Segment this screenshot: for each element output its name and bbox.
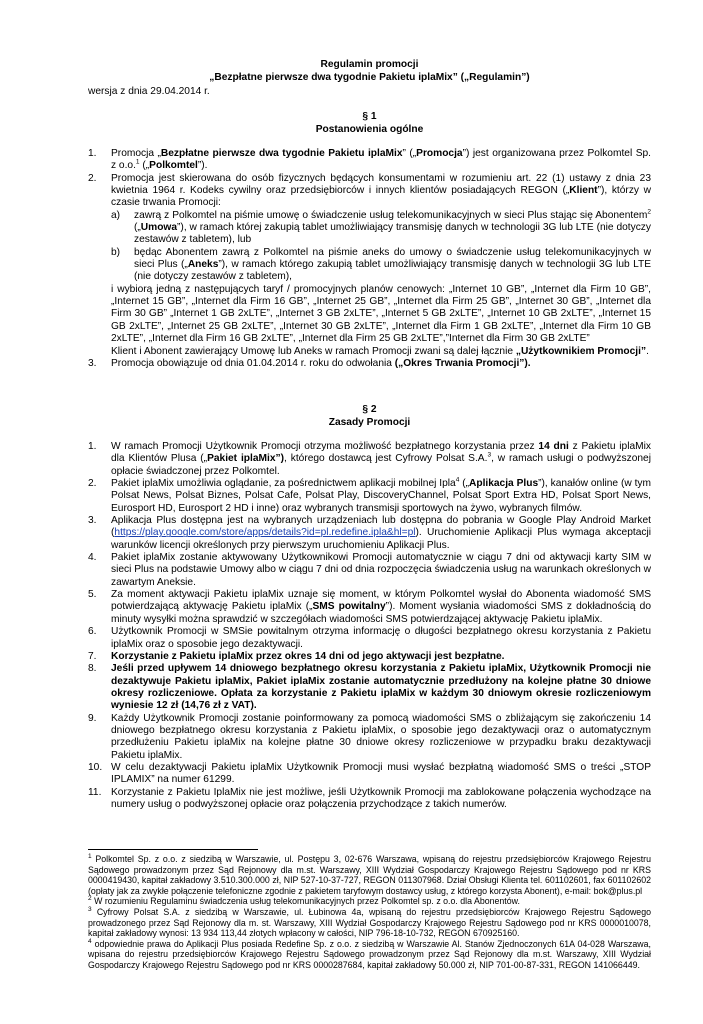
text: . — [646, 345, 649, 357]
text-bold: Jeśli przed upływem 14 dniowego bezpłatnego okresu korzystania z Pakietu iplaMix, Użytkownik Promocji nie dezaktywuje Pakietu iplaMix, Pakiet iplaMix zostanie automatycznie przedłużony na kolejne płatne 30 dniowe okresy rozliczeniowe. Opłata za korzystanie z Pakietu iplaMix w każdym 30 dniowym okresie rozliczeniowym wyniesie 12 zł (14,76 zł z VAT). — [111, 663, 651, 712]
section-1-number: § 1 — [362, 111, 377, 122]
footnote-separator — [88, 849, 258, 850]
sub-item-letter: a) — [111, 209, 121, 221]
text: ”), w ramach której zakupią tablet umożliwiający transmisję danych w technologii 3G lub LTE (nie dotyczy zestawów z tabletem), lub — [134, 222, 651, 246]
text: Pakiet iplaMix zostanie aktywowany Użytkownikowi Promocji automatycznie w ciągu 7 dni od aktywacji karty SIM w sieci Plus na podstawie Umowy albo w ciągu 7 dni od dnia rozpoczęcia świadczenia usług na warunkach określonych w zawartym Aneksie. — [111, 552, 651, 588]
item-number: 3. — [88, 357, 97, 369]
text: ”), którzy w czasie trwania Promocji: — [111, 185, 651, 209]
term-klient: Klient — [569, 185, 598, 197]
text: Promocja „ — [111, 148, 161, 159]
item-number: 10. — [88, 761, 103, 773]
term-polkomtel: Polkomtel — [149, 160, 198, 172]
text: ”). Moment wysłania wiadomości SMS z dokładnością do minuty wysyłki można sprawdzić w szczegółach wiadomości SMS potwierdzającej aktywację Pakietu iplaMix. — [111, 601, 651, 625]
text: Promocja jest skierowana do osób fizycznych będących konsumentami w rozumieniu art. 22 (1) ustawy z dnia 23 kwietnia 1964 r. Kodeks cywilny oraz przedsiębiorców i innych klientów posiadających REGON („ — [111, 172, 651, 197]
document-title: Regulamin promocji — [320, 59, 419, 70]
section-2-number: § 2 — [362, 404, 377, 415]
item-number: 11. — [88, 786, 102, 798]
footnote-2 — [88, 896, 651, 907]
text: będąc Abonentem zawrą z Polkomtel na piśmie aneks do umowy o świadczenie usług telekomunikacyjnych w sieci Plus („ — [134, 246, 651, 271]
section-2-list — [88, 441, 651, 811]
text: ” („ — [402, 148, 417, 159]
footnote-marker: 4 — [88, 937, 92, 945]
text: Użytkownik Promocji w SMSie powitalnym otrzyma informację o długości bezpłatnego okresu korzystania z Pakietu iplaMix oraz o sposobie jego dezaktywacji. — [111, 626, 651, 650]
text: Cyfrowy Polsat S.A. z siedzibą w Warszawie, ul. Łubinowa 4a, wpisaną do rejestru przedsiębiorców Krajowego Rejestru Sądowego prowadzonego przez Sąd Rejonowy dla m. st. Warszawy, XIII Wydział Gospodarczy Krajowego Rejestru Sądowego pod nr KRS 0000010078, kapitał zakładowy wynosi: 13 934 113,44 złotych wpłacony w całości, NIP 796-18-10-732, REGON 670925160. — [88, 906, 651, 939]
item-number: 7. — [88, 650, 97, 662]
text: Promocja obowiązuje od dnia 01.04.2014 r. roku do odwołania — [111, 357, 395, 369]
footnote-marker: 1 — [88, 853, 92, 861]
item-number: 2. — [88, 478, 97, 490]
item-number: 2. — [88, 172, 97, 184]
footnote-marker: 2 — [88, 895, 92, 903]
section-2-item-2 — [88, 478, 651, 515]
section-2-item-7 — [88, 651, 651, 663]
footnote-ref: 4 — [455, 476, 460, 484]
text: ”), w ramach którego zakupią tablet umożliwiający transmisję danych w technologii 3G lub LTE (nie dotyczy zestawów z tabletem), — [134, 259, 651, 283]
text: Pakiet iplaMix umożliwia oglądanie, za pośrednictwem aplikacji mobilnej Ipla — [111, 478, 456, 490]
section-2-item-9 — [88, 713, 651, 762]
term-sms-powitalny: SMS powitalny — [312, 601, 386, 613]
item-number: 5. — [88, 589, 97, 601]
document-version: wersja z dnia 29.04.2014 r. — [88, 86, 210, 97]
sub-item-a — [111, 210, 651, 247]
footnote-ref: 3 — [487, 451, 492, 459]
term-umowa: Umowa — [140, 222, 178, 234]
footnote-marker: 3 — [88, 906, 92, 914]
section-2-item-4 — [88, 552, 651, 589]
term-okres: („Okres Trwania Promocji”). — [394, 357, 531, 369]
text: W ramach Promocji Użytkownik Promocji otrzyma możliwość bezpłatnego korzystania przez — [111, 441, 539, 452]
text: Polkomtel Sp. z o.o. z siedzibą w Warszawie, ul. Postępu 3, 02-676 Warszawa, wpisaną do rejestru przedsiębiorców Krajowego Rejestru Sądowego prowadzonym przez Sąd Rejonowy dla m.st. Warszawy, XIII Wydział Gospodarczy Krajowego Rejestru Sądowego pod nr KRS 0000419430, kapitał zakładowy 3.510.300.000 zł, NIP 527-10-37-727, REGON 011307968. Dział Obsługi Klienta tel. 601102601, fax 601102602 (opłaty jak za zwykłe połączenie telefoniczne zgodnie z pakietem taryfowym dostawcy usług, z którego korzysta Abonent), e-mail: bok@plus.pl — [88, 854, 651, 896]
text: W celu dezaktywacji Pakietu iplaMix Użytkownik Promocji musi wysłać bezpłatną wiadomość SMS o treści „STOP IPLAMIX” na numer 61299. — [111, 761, 651, 786]
document-subtitle: „Bezpłatne pierwsze dwa tygodnie Pakietu iplaMix” („Regulamin”) — [209, 72, 530, 83]
google-play-link[interactable]: https://play.google.com/store/apps/details?id=pl.redefine.ipla&hl=pl — [114, 527, 416, 539]
sub-item-letter: b) — [111, 246, 121, 258]
item-number: 8. — [88, 663, 97, 675]
text: Klient i Abonent zawierający Umowę lub Aneks w ramach Promocji zwani są dalej łącznie — [111, 345, 516, 357]
text-bold: 14 dni — [538, 441, 569, 452]
item-number: 4. — [88, 552, 97, 564]
item-number: 9. — [88, 712, 97, 724]
text: ”) jest organizowana przez Polkomtel Sp. z o.o. — [111, 148, 651, 172]
footnote-ref: 2 — [647, 208, 651, 216]
text: („ — [459, 478, 469, 490]
sub-item-b — [111, 247, 651, 284]
section-2-item-8 — [88, 663, 651, 712]
footnote-1 — [88, 854, 651, 896]
item-number: 6. — [88, 626, 97, 638]
text: Każdy Użytkownik Promocji zostanie poinformowany za pomocą wiadomości SMS o zbliżającym się zakończeniu 14 dniowego bezpłatnego okresu korzystania z Pakietu iplaMix, o sposobie jego dezaktywacji oraz o automatycznym przedłużeniu Pakietu iplaMix na kolejne płatne 30 dniowe okresy rozliczeniowe w przypadku braku dezaktywacji Pakietu iplaMix. — [111, 712, 651, 761]
tariff-list: i wybiorą jedną z następujących taryf / promocyjnych planów cenowych: „Internet 10 GB”, „Internet dla Firm 10 GB”, „Internet 15 GB”, „Internet dla Firm 16 GB”, „Internet 25 GB”, „Internet dla Firm 25 GB”, „Internet 30 GB”, „Internet dla Firm 30 GB” „Internet 1 GB 2xLTE”, „Internet 3 GB 2xLTE”, „Internet 5 GB 2xLTE”, „Internet 10 GB 2xLTE”, „Internet 15 GB 2xLTE”, „Internet 25 GB 2xLTE”, „Internet 30 GB 2xLTE”, „Internet dla Firm 1 GB 2xLTE”, „Internet dla Firm 10 GB 2xLTE”, „Internet dla Firm 16 GB 2xLTE”, „Internet dla Firm 25 GB 2xLTE”,”Internet dla Firm 30 GB 2xLTE” — [111, 283, 651, 345]
section-1-title: Postanowienia ogólne — [315, 124, 424, 135]
section-2-item-5 — [88, 589, 651, 626]
footnote-3 — [88, 907, 651, 939]
users-definition — [111, 346, 651, 358]
section-1-item-1 — [88, 148, 651, 173]
section-2-title: Zasady Promocji — [328, 417, 411, 428]
text: odpowiednie prawa do Aplikacji Plus posiada Redefine Sp. z o.o. z siedzibą w Warszawie Al. Stanów Zjednoczonych 61A 04-028 Warszawa, wpisana do rejestru przedsiębiorców Krajowego Rejestru Sądowego prowadzonym przez Sąd Rejonowy dla m.st. Warszawy, XIII Wydział Gospodarczy Krajowego Rejestru Sądowego pod nr KRS 0000287684, kapitał zakładowy 50.000 zł, NIP 701-00-87-331, REGON 141066449. — [88, 938, 651, 970]
text-bold: Korzystanie z Pakietu iplaMix przez okres 14 dni od jego aktywacji jest bezpłatne. — [111, 650, 505, 662]
section-1-item-3 — [88, 358, 651, 370]
section-2-item-10 — [88, 762, 651, 787]
section-2-item-1 — [88, 441, 651, 478]
text: ). Uruchomienie Aplikacji Plus wymaga akceptacji warunków licencji określonych przy pierwszym uruchomieniu Aplikacji Plus. — [111, 527, 651, 551]
term-pakiet: Pakiet iplaMix”) — [207, 453, 284, 465]
text: Za moment aktywacji Pakietu iplaMix uznaje się moment, w którym Polkomtel wysłał do Abonenta wiadomość SMS potwierdzającą aktywację Pakietu iplaMix („ — [111, 589, 651, 613]
section-2-item-6 — [88, 626, 651, 651]
term-aneks: Aneks — [187, 259, 219, 271]
footnotes — [88, 854, 651, 971]
text: W rozumieniu Regulaminu świadczenia usług telekomunikacyjnych przez Polkomtel sp. z o.o. dla Abonentów. — [91, 896, 520, 907]
section-1-item-2 — [88, 173, 651, 358]
promo-name: Bezpłatne pierwsze dwa tygodnie Pakietu iplaMix — [160, 148, 403, 159]
item-number: 3. — [88, 515, 97, 527]
footnote-4 — [88, 939, 651, 971]
text: („ — [139, 160, 150, 172]
item-number: 1. — [88, 148, 97, 159]
text: ”), kanałów online (w tym Polsat News, Polsat Biznes, Polsat Cafe, Polsat Play, DiscoveryChannel, Polsat Sport Extra HD, Polsat Sport News, Eurosport HD, Eurosport 2 HD i inne) oraz wybranych transmisji sportowych na żywo, wybranych filmów. — [111, 478, 651, 514]
footnote-ref: 1 — [135, 158, 140, 166]
section-2-item-11 — [88, 787, 651, 812]
text: , którego dostawcą jest Cyfrowy Polsat S.A. — [284, 453, 488, 465]
item-number: 1. — [88, 441, 97, 452]
text: , w ramach usługi o podwyższonej opłacie świadczonej przez Polkomtel. — [111, 453, 651, 477]
term-uzytkownik: „Użytkownikiem Promocji” — [515, 345, 647, 357]
text: ”). — [197, 160, 208, 172]
section-1-list — [88, 148, 651, 370]
term-aplikacja: Aplikacja Plus — [468, 478, 539, 490]
term-promocja: Promocja — [416, 148, 463, 159]
text: Korzystanie z Pakietu IplaMix nie jest możliwe, jeśli Użytkownik Promocji ma zablokowane połączenia wychodzące na numery usług o podwyższonej opłacie oraz połączenia przychodzące z takich numerów. — [111, 786, 651, 810]
section-2-item-3 — [88, 515, 651, 552]
text: zawrą z Polkomtel na piśmie umowę o świadczenie usług telekomunikacyjnych w sieci Plus stając się Abonentem — [134, 209, 648, 221]
text: („ — [134, 222, 141, 234]
text: z Pakietu iplaMix dla Klientów Plusa („ — [111, 441, 651, 465]
text: Aplikacja Plus dostępna jest na wybranych urządzeniach lub dostępna do pobrania w Google Play Android Market ( — [111, 515, 651, 539]
